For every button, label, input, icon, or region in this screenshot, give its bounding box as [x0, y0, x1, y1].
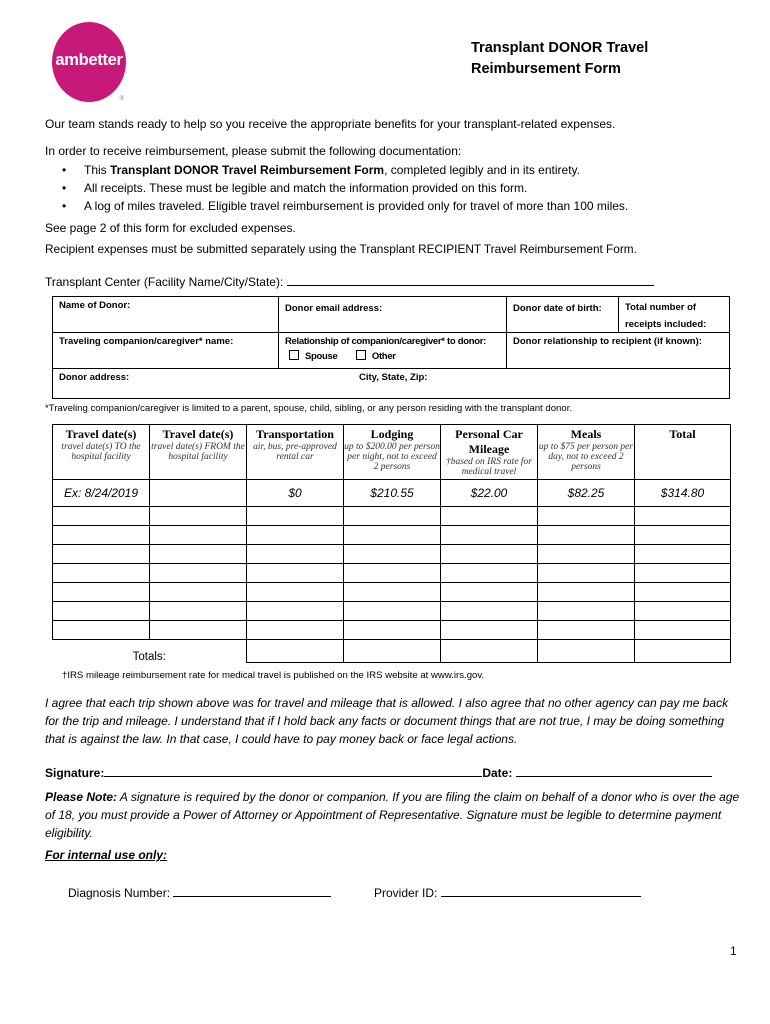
transplant-center-row	[45, 272, 705, 289]
see-page-note: See page 2 of this form for excluded expenses.	[45, 221, 296, 235]
example-cell: $22.00	[441, 480, 538, 507]
signature-field[interactable]	[104, 763, 482, 777]
list-item: • A log of miles traveled. Eligible travel reimbursement is provided only for travel of more than 100 miles.	[62, 197, 628, 215]
donor-info-box	[52, 296, 730, 399]
table-row	[53, 621, 731, 640]
totals-label: Totals:	[53, 640, 247, 663]
expense-table	[52, 424, 731, 663]
example-cell: $314.80	[635, 480, 731, 507]
internal-use-label: For internal use only:	[45, 848, 168, 862]
please-note-label: Please Note:	[45, 790, 118, 804]
header-mileage: Personal Car Mileage †based on IRS rate for medical travel	[441, 425, 538, 480]
table-row	[53, 602, 731, 621]
list-item: • This Transplant DONOR Travel Reimbursement Form, completed legibly and in its entirety.	[62, 161, 628, 179]
table-row	[53, 526, 731, 545]
header-travel-to: Travel date(s) travel date(s) TO the hospital facility	[53, 425, 150, 480]
header-meals: Meals up to $75 per person per day, not to exceed 2 persons	[538, 425, 635, 480]
total-meals[interactable]	[538, 640, 635, 663]
header-travel-from: Travel date(s) travel date(s) FROM the hospital facility	[150, 425, 247, 480]
page-number: 1	[730, 944, 737, 958]
irs-note: †IRS mileage reimbursement rate for medical travel is published on the IRS website at www.irs.gov.	[62, 670, 485, 681]
intro-text: Our team stands ready to help so you receive the appropriate benefits for your transplant-related expenses.	[45, 117, 616, 131]
table-row	[53, 583, 731, 602]
signature-row	[45, 763, 745, 780]
example-cell: Ex: 8/24/2019	[53, 480, 150, 507]
diagnosis-row	[68, 883, 331, 900]
donor-dob-field[interactable]: Donor date of birth:	[507, 297, 619, 333]
donor-relationship-field[interactable]: Donor relationship to recipient (if known):	[507, 333, 731, 369]
agreement-text: I agree that each trip shown above was for travel and mileage that is allowed. I also agree that no other agency can pay me back for the trip and mileage. I understand that if I hold back any facts or document things that are not true, I may be doing something that is against the law. In that case, I could have to pay money back or face legal actions.	[45, 696, 729, 746]
diagnosis-label: Diagnosis Number:	[68, 886, 171, 900]
logo-text: ambetter	[55, 51, 123, 69]
table-row	[53, 507, 731, 526]
form-title-line1: Transplant DONOR Travel	[471, 40, 649, 56]
companion-note: *Traveling companion/caregiver is limited to a parent, spouse, child, sibling, or any person residing with the transplant donor.	[45, 403, 573, 414]
transplant-center-field[interactable]	[287, 272, 654, 286]
other-checkbox[interactable]	[356, 350, 366, 360]
companion-name-field[interactable]: Traveling companion/caregiver* name:	[53, 333, 279, 369]
totals-row	[53, 640, 731, 663]
diagnosis-field[interactable]	[173, 883, 331, 897]
form-title	[471, 38, 648, 80]
receipts-count-field[interactable]: Total number of receipts included:	[619, 297, 730, 333]
provider-label: Provider ID:	[374, 886, 438, 900]
example-cell: $0	[247, 480, 344, 507]
recipient-note: Recipient expenses must be submitted separately using the Transplant RECIPIENT Travel Reimbursement Form.	[45, 242, 637, 256]
total-lodging[interactable]	[344, 640, 441, 663]
provider-field[interactable]	[441, 883, 641, 897]
ambetter-logo	[52, 22, 126, 102]
form-title-line2: Reimbursement Form	[471, 61, 621, 77]
table-row-example	[53, 480, 731, 507]
please-note-text: A signature is required by the donor or companion. If you are filing the claim on behalf of a donor who is over the age of 18, you must provide a Power of Attorney or Appointment of Representative. Signature must be legible to determine payment eligibility.	[45, 790, 740, 840]
example-cell: $82.25	[538, 480, 635, 507]
documentation-list	[62, 161, 628, 215]
date-field[interactable]	[516, 763, 712, 777]
table-row	[53, 545, 731, 564]
donor-email-field[interactable]: Donor email address:	[279, 297, 507, 333]
date-label: Date:	[482, 766, 513, 780]
please-note	[45, 788, 741, 842]
city-state-zip-field[interactable]: City, State, Zip:	[359, 372, 428, 383]
signature-label: Signature:	[45, 766, 105, 780]
list-item: • All receipts. These must be legible and match the information provided on this form.	[62, 179, 628, 197]
relationship-field: Relationship of companion/caregiver* to donor: Spouse Other	[279, 333, 507, 369]
logo-mark: ®	[119, 96, 124, 102]
instructions-lead: In order to receive reimbursement, please submit the following documentation:	[45, 144, 462, 158]
spouse-checkbox[interactable]	[289, 350, 299, 360]
donor-address-field[interactable]: Donor address:	[59, 372, 130, 383]
grand-total[interactable]	[635, 640, 731, 663]
table-header-row	[53, 425, 731, 480]
example-cell	[150, 480, 247, 507]
header-lodging: Lodging up to $200.00 per person per night, not to exceed 2 persons	[344, 425, 441, 480]
donor-name-field[interactable]: Name of Donor:	[53, 297, 279, 333]
example-cell: $210.55	[344, 480, 441, 507]
provider-row	[374, 883, 641, 900]
header-transportation: Transportation air, bus, pre-approved rental car	[247, 425, 344, 480]
total-transportation[interactable]	[247, 640, 344, 663]
total-mileage[interactable]	[441, 640, 538, 663]
header-total: Total	[635, 425, 731, 480]
transplant-center-label: Transplant Center (Facility Name/City/State):	[45, 275, 284, 289]
table-row	[53, 564, 731, 583]
